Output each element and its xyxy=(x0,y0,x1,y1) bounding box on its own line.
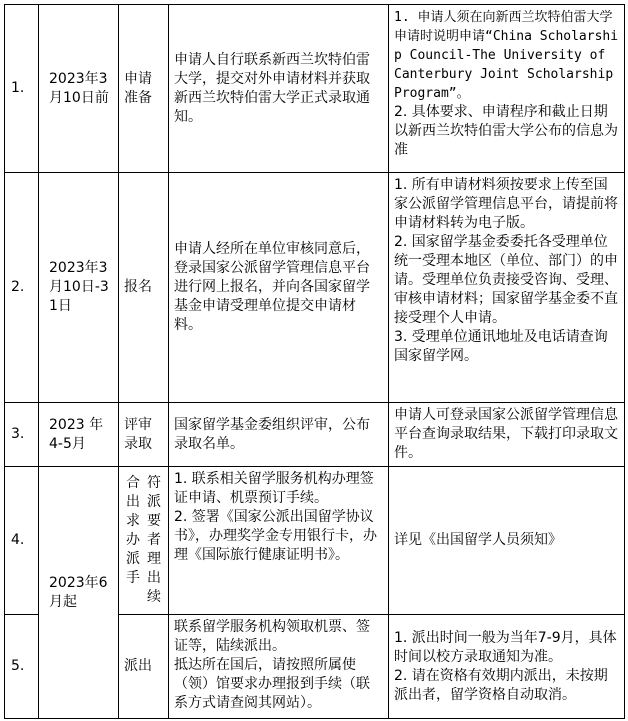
content-item: 联系留学服务机构领取机票、签证等，陆续派出。 xyxy=(174,619,370,654)
row-stage: 申请准备 xyxy=(119,5,169,173)
content-item: 1. 联系相关留学服务机构办理签证申请、机票预订手续。 xyxy=(174,471,374,506)
row-number: 4. xyxy=(5,467,39,615)
row-note xyxy=(389,173,625,403)
table-row xyxy=(5,403,625,467)
row-content: 国家留学基金委组织评审，公布录取名单。 xyxy=(169,403,389,467)
row-date: 2023 年 4-5月 xyxy=(39,403,119,467)
row-content: 申请人自行联系新西兰坎特伯雷大学，提交对外申请材料并获取新西兰坎特伯雷大学正式录取通知。 xyxy=(169,5,389,173)
table-row xyxy=(5,5,625,173)
row-note xyxy=(389,5,625,173)
note-item: 1. 派出时间一般为当年7-9月，具体时间以校方录取通知为准。 xyxy=(394,629,617,665)
note-item: 3. 受理单位通讯地址及电话请查询国家留学网。 xyxy=(394,329,608,364)
vertical-stage-text xyxy=(124,474,163,607)
row-stage: 派出 xyxy=(119,615,169,719)
note-item: 2. 具体要求、申请程序和截止日期以新西兰坎特伯雷大学公布的信息为准 xyxy=(394,104,618,158)
row-date: 2023年6月起 xyxy=(39,467,119,719)
note-item: 2. 请在资格有效期内派出，未按期派出者，留学资格自动取消。 xyxy=(394,667,608,703)
row-content: 申请人经所在单位审核同意后，登录国家公派留学管理信息平台进行网上报名，并向各国家留学基金申请受理单位提交申请材料。 xyxy=(169,173,389,403)
row-date: 2023年3月10日前 xyxy=(39,5,119,173)
row-number: 1. xyxy=(5,5,39,173)
row-note: 申请人可登录国家公派留学管理信息平台查询录取结果，下载打印录取文件。 xyxy=(389,403,625,467)
note-item: 1. 所有申请材料须按要求上传至国家公派留学管理信息平台，请提前将申请材料转为电子版。 xyxy=(394,177,618,231)
note-item: 1. 申请人须在向新西兰坎特伯雷大学申请时说明申请“China Scholarship Council-The University of Canterbury Joint Scholarship Program”。 xyxy=(394,10,619,101)
row-number: 2. xyxy=(5,173,39,403)
table-row xyxy=(5,173,625,403)
stage-column: 合出求办派手 xyxy=(126,475,140,586)
note-item: 2. 国家留学基金委委托各受理单位统一受理本地区（单位、部门）的申请。受理单位负责接受咨询、受理、审核申请材料；国家留学基金委不直接受理个人申请。 xyxy=(394,234,618,326)
row-note xyxy=(389,615,625,719)
row-date: 2023年3月10日-31日 xyxy=(39,173,119,403)
row-number: 3. xyxy=(5,403,39,467)
row-content xyxy=(169,467,389,615)
row-note: 详见《出国留学人员须知》 xyxy=(389,467,625,615)
row-stage: 评审录取 xyxy=(119,403,169,467)
row-stage: 报名 xyxy=(119,173,169,403)
row-number: 5. xyxy=(5,615,39,719)
table-row xyxy=(5,467,625,615)
row-stage xyxy=(119,467,169,615)
content-item: 2. 签署《国家公派出国留学协议书》，办理奖学金专用银行卡，办理《国际旅行健康证明书》。 xyxy=(174,509,377,563)
application-schedule-table xyxy=(4,4,625,719)
stage-column: 符派要者理出续 xyxy=(147,475,161,605)
row-content xyxy=(169,615,389,719)
content-item: 抵达所在国后，请按照所属使（领）馆要求办理报到手续（联系方式请查阅其网站）。 xyxy=(174,657,370,711)
